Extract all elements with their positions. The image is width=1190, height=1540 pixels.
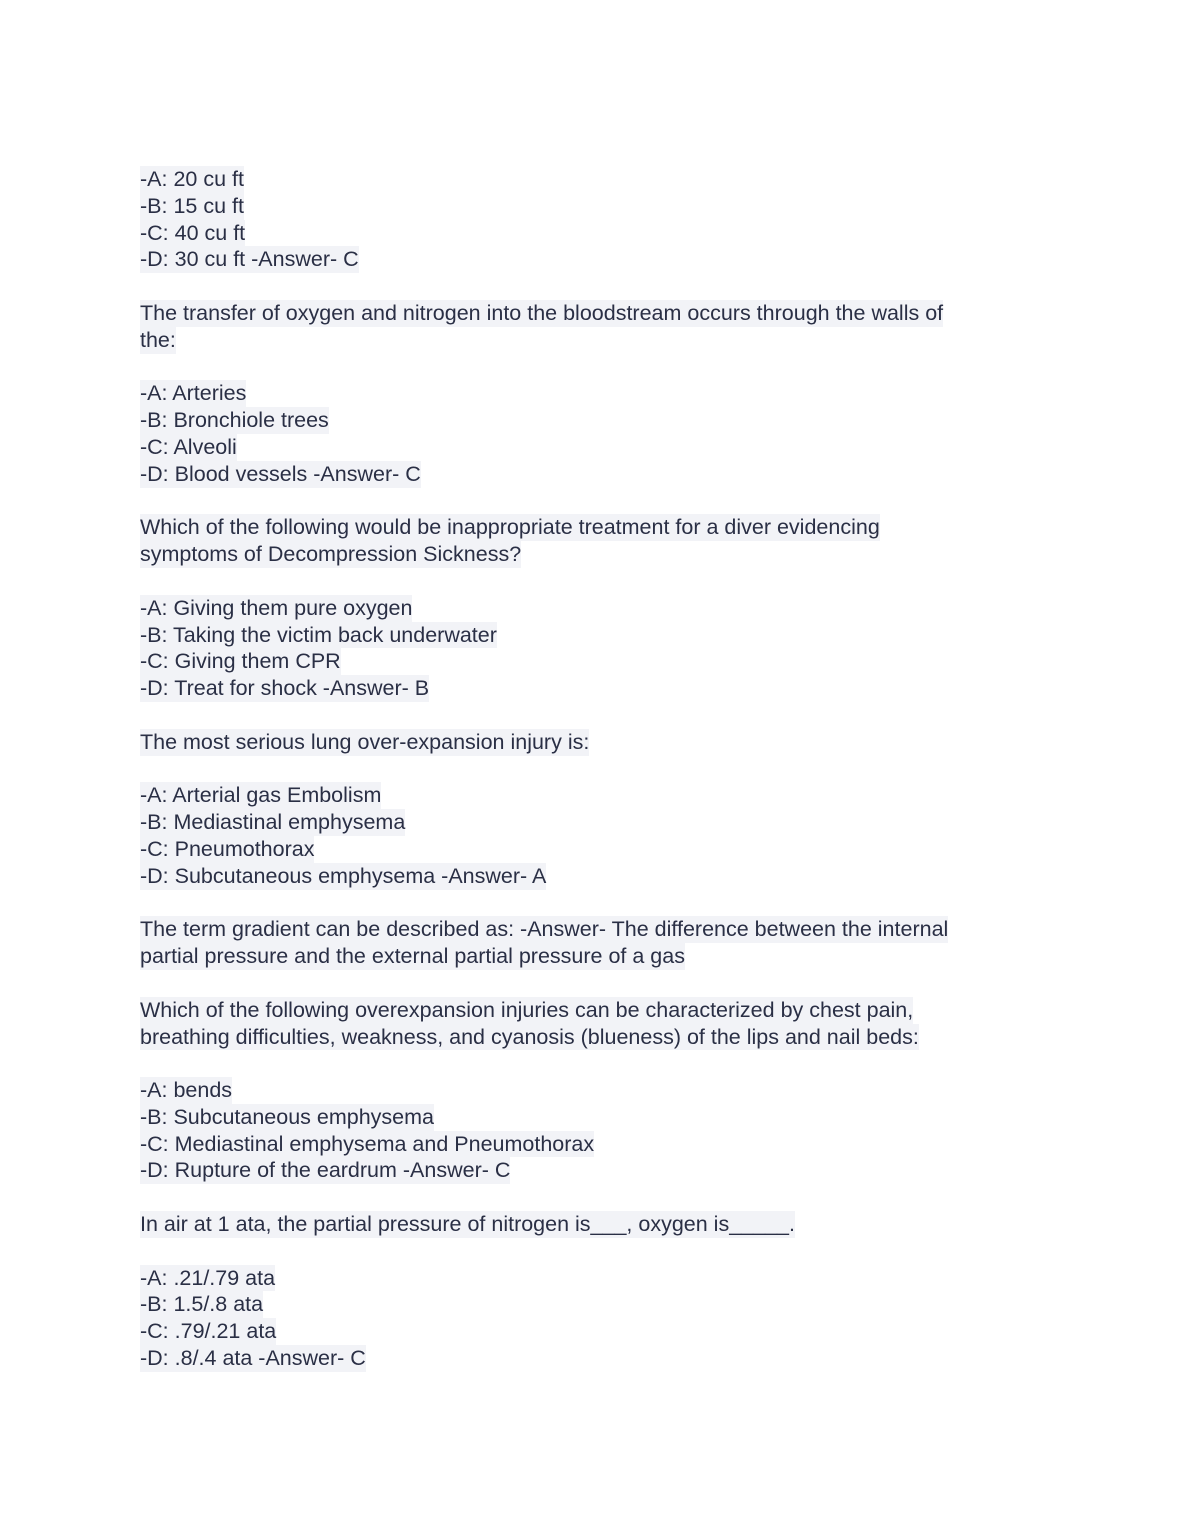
question-line: Which of the following overexpansion injuries can be characterized by chest pain, [140,997,914,1022]
question [140,300,1040,354]
answer-options [140,1077,1040,1184]
option-line: -D: Blood vessels -Answer- C [140,461,421,486]
option-line: -C: Pneumothorax [140,836,315,861]
question-line: The term gradient can be described as: -Answer- The difference between the internal [140,917,949,942]
question-line: breathing difficulties, weakness, and cyanosis (blueness) of the lips and nail beds: [140,1024,919,1049]
option-line: -C: Mediastinal emphysema and Pneumothorax [140,1131,595,1156]
option-line: -B: 15 cu ft [140,193,244,218]
document-page [140,166,1040,1372]
question-line: symptoms of Decompression Sickness? [140,542,522,567]
option-line: -C: Giving them CPR [140,649,341,674]
question-line: The transfer of oxygen and nitrogen into the bloodstream occurs through the walls of [140,300,944,325]
option-line: -D: Rupture of the eardrum -Answer- C [140,1158,511,1183]
option-line: -D: Treat for shock -Answer- B [140,676,430,701]
option-line: -A: bends [140,1078,233,1103]
question [140,1211,1040,1238]
option-line: -A: Arterial gas Embolism [140,783,382,808]
option-line: -A: Arteries [140,381,247,406]
option-line: -D: .8/.4 ata -Answer- C [140,1346,366,1371]
option-line: -B: Bronchiole trees [140,408,329,433]
question [140,514,1040,568]
question [140,729,1040,756]
option-line: -B: Mediastinal emphysema [140,810,406,835]
answer-options [140,166,1040,273]
answer-options [140,595,1040,702]
option-line: -B: Subcutaneous emphysema [140,1104,434,1129]
option-line: -A: 20 cu ft [140,167,244,191]
answer-options [140,1265,1040,1372]
question-line: The most serious lung over-expansion injury is: [140,729,590,754]
question-line: partial pressure and the external partial pressure of a gas [140,944,685,969]
question [140,997,1040,1051]
option-line: -C: 40 cu ft [140,220,246,245]
option-line: -A: .21/.79 ata [140,1265,276,1290]
option-line: -D: Subcutaneous emphysema -Answer- A [140,863,547,888]
option-line: -A: Giving them pure oxygen [140,595,413,620]
answer-options [140,782,1040,889]
answer-options [140,380,1040,487]
option-line: -B: 1.5/.8 ata [140,1292,264,1317]
option-line: -D: 30 cu ft -Answer- C [140,247,359,272]
question-line: Which of the following would be inappropriate treatment for a diver evidencing [140,515,880,540]
option-line: -C: Alveoli [140,434,237,459]
option-line: -C: .79/.21 ata [140,1319,277,1344]
question-line: the: [140,327,176,352]
question-line: In air at 1 ata, the partial pressure of nitrogen is___, oxygen is_____. [140,1212,795,1237]
option-line: -B: Taking the victim back underwater [140,622,497,647]
question-with-answer [140,916,1040,970]
